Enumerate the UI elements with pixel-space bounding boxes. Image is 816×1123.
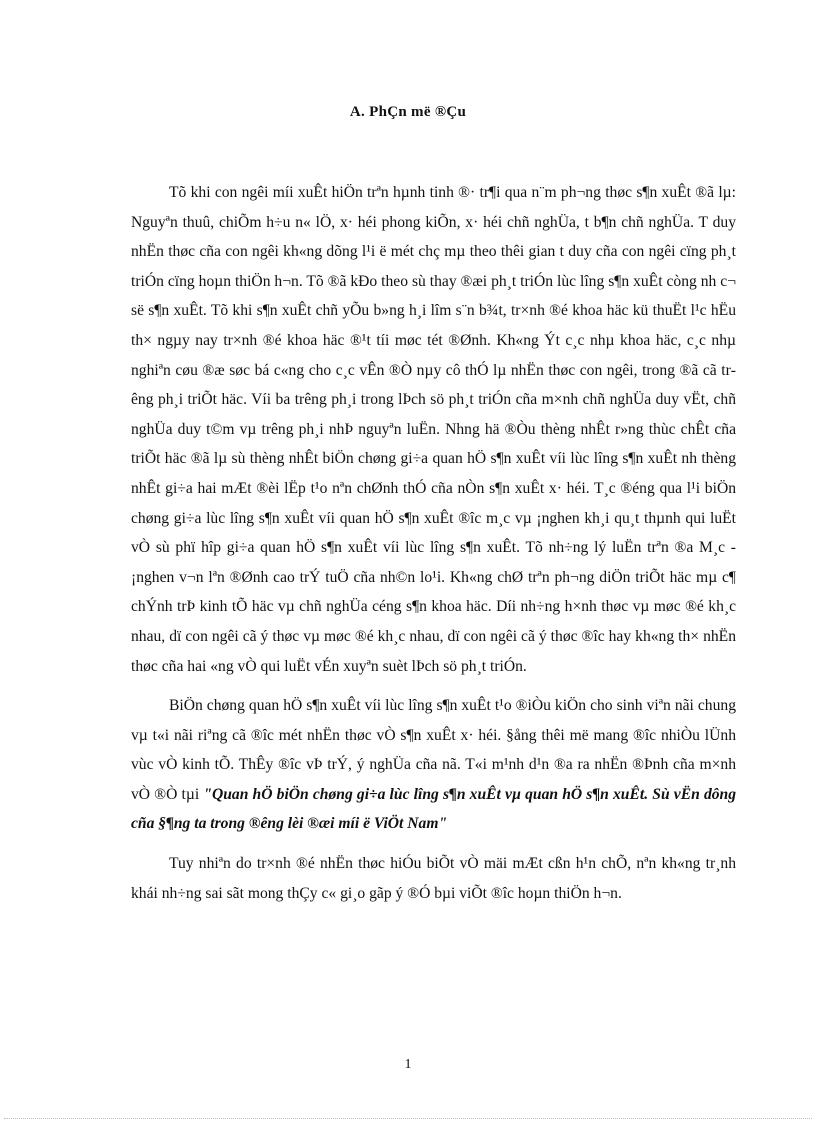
page-number: 1 bbox=[404, 1057, 412, 1072]
paragraph-topic-text: BiÖn chøng quan hÖ s¶n xuÊt víi lùc lîng s¶n xuÊt t¹o ®iÒu kiÖn cho sinh viªn nãi chung vµ t«i nãi riªng cã ®îc mét nhËn thøc vÒ s¶n xuÊt x· héi. §ång thêi më mang ®îc nhiÒu lÜnh vùc vÒ kinh tÕ. ThÊy ®îc vÞ trÝ, ý nghÜa cña nã. T«i m¹nh d¹n ®a ra nhËn ®Þnh cña m×nh vÒ ®Ò tµi bbox=[131, 697, 736, 803]
paragraph-closing-text: Tuy nhiªn do tr×nh ®é nhËn thøc hiÓu biÕt vÒ mäi mÆt cßn h¹n chÕ, nªn kh«ng tr¸nh khái nh÷ng sai sãt mong thÇy c« gi¸o gãp ý ®Ó bµi viÕt ®îc hoµn thiÖn h¬n. bbox=[131, 855, 736, 902]
paragraph-topic bbox=[131, 691, 736, 839]
document-heading: A. PhÇn më ®Çu bbox=[349, 104, 467, 120]
paragraph-intro bbox=[131, 178, 736, 681]
topic-title-emphasis: "Quan hÖ biÖn chøng gi÷a lùc lîng s¶n xuÊt vµ quan hÖ s¶n xuÊt. Sù vËn dông cña §¶ng ta trong ®êng lèi ®æi míi ë ViÖt Nam" bbox=[131, 785, 737, 833]
paragraph-intro-text: Tõ khi con ngêi míi xuÊt hiÖn trªn hµnh tinh ®· tr¶i qua n¨m ph¬ng thøc s¶n xuÊt ®ã lµ: Nguyªn thuû, chiÕm h÷u n« lÖ, x· héi phong kiÕn, x· héi chñ nghÜa, t b¶n chñ nghÜa. T duy nhËn thøc cña con ngêi kh«ng dõng l¹i ë mét chç mµ theo thêi gian t duy cña con ngêi cïng ph¸t triÓn cïng hoµn thiÖn h¬n. Tõ ®ã kÐo theo sù thay ®æi ph¸t triÓn lùc lîng s¶n xuÊt còng nh c¬ së s¶n xuÊt. Tõ khi s¶n xuÊt chñ yÕu b»ng h¸i lîm s¨n b¾t, tr×nh ®é khoa häc kü thuËt l¹c hËu th× ngµy nay tr×nh ®é khoa häc ®¹t tíi møc tét ®Ønh. Kh«ng Ýt c¸c nhµ khoa häc, c¸c nhµ nghiªn cøu ®æ søc bá c«ng cho c¸c vÊn ®Ò nµy cô thÓ lµ nhËn thøc con ngêi, trong ®ã cã trêng ph¸i triÕt häc. Víi ba trêng ph¸i trong lÞch sö ph¸t triÓn cña m×nh chñ nghÜa duy vËt, chñ nghÜa duy t©m vµ trêng ph¸i nhÞ nguyªn luËn. Nhng hä ®Òu thèng nhÊt r»ng thùc chÊt cña triÕt häc ®ã lµ sù thèng nhÊt biÖn chøng gi÷a quan hÖ s¶n xuÊt víi lùc lîng s¶n xuÊt nh thèng nhÊt gi÷a hai mÆt ®èi lËp t¹o nªn chØnh thÓ cña nÒn s¶n xuÊt x· héi. T¸c ®éng qua l¹i biÖn chøng gi÷a lùc lîng s¶n xuÊt víi quan hÖ s¶n xuÊt ®îc m¸c vµ ¡nghen kh¸i qu¸t thµnh qui luËt vÒ sù phï hîp gi÷a quan hÖ s¶n xuÊt víi lùc lîng s¶n xuÊt. Tõ nh÷ng lý luËn trªn ®a M¸c - ¡nghen v¬n lªn ®Ønh cao trÝ tuÖ cña nh©n lo¹i. Kh«ng chØ trªn ph¬ng diÖn triÕt häc mµ c¶ chÝnh trÞ kinh tÕ häc vµ chñ nghÜa céng s¶n khoa häc. Díi nh÷ng h×nh thøc vµ møc ®é kh¸c nhau, dï con ngêi cã ý thøc vµ møc ®é kh¸c nhau, dï con ngêi cã ý thøc ®îc hay kh«ng th× nhËn thøc cña hai «ng vÒ qui luËt vÉn xuyªn suèt lÞch sö ph¸t triÓn. bbox=[131, 184, 736, 675]
document-body bbox=[131, 178, 736, 918]
paragraph-closing bbox=[131, 849, 736, 908]
page-bottom-divider bbox=[4, 1118, 812, 1119]
